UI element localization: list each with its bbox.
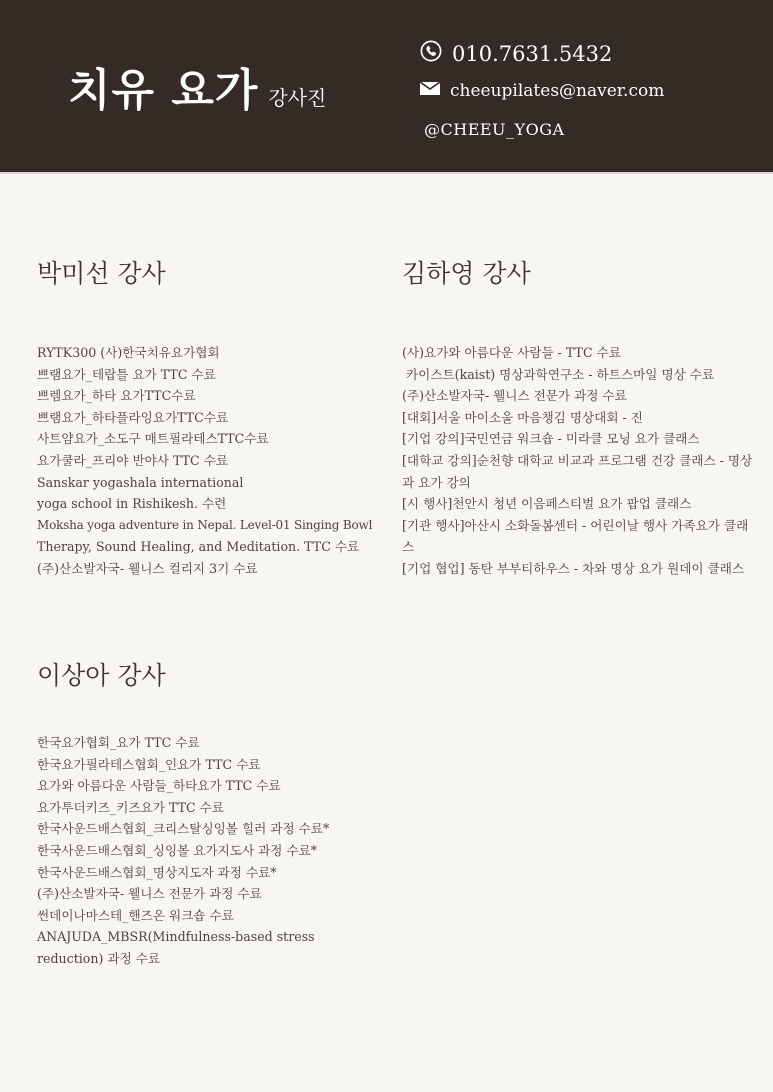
instructor-name-park: 박미선 강사: [37, 259, 166, 288]
credential-line: ANAJUDA_MBSR(Mindfulness-based stress reduction) 과정 수료: [37, 929, 315, 966]
credential-line: RYTK300 (사)한국치유요가협회: [37, 345, 220, 360]
credential-line: 썬데이나마스테_핸즈온 워크숍 수료: [37, 907, 234, 923]
credential-line: Moksha yoga adventure in Nepal. Level-01 Singing Bowl: [37, 517, 373, 532]
instructor-name-kim: 김하영 강사: [402, 259, 531, 288]
credential-line: 쁘램요가_테랍틀 요가 TTC 수료: [37, 366, 216, 382]
email-contact[interactable]: [420, 81, 664, 101]
instructor-credentials-park: [37, 342, 377, 580]
instructor-credentials-lee: [37, 732, 377, 970]
credential-line: (주)산소발자국- 웰니스 전문가 과정 수료: [37, 886, 262, 902]
page-subtitle: 강사진: [268, 86, 327, 110]
credential-line: 카이스트(kaist) 명상과학연구소 - 하트스마일 명상 수료: [402, 366, 715, 382]
brand: [68, 54, 326, 118]
email-address: cheeupilates@naver.com: [450, 81, 665, 101]
credential-line: (주)산소발자국- 웰니스 컬리지 3기 수료: [37, 560, 258, 576]
credential-line: [기업 협업] 동탄 부부티하우스 - 차와 명상 요가 원데이 클래스: [402, 560, 745, 576]
credential-line: 한국요가필라테스협회_인요가 TTC 수료: [37, 756, 261, 772]
credential-line: (주)산소발자국- 웰니스 전문가 과정 수료: [402, 388, 627, 404]
credential-line: [대학교 강의]순천향 대학교 비교과 프로그램 건강 클래스 - 명상과 요가 강의: [402, 452, 753, 490]
credential-line: [기업 강의]국민연금 워크숍 - 미라클 모닝 요가 클래스: [402, 431, 700, 447]
credential-line: 한국사운드배스협회_크리스탈싱잉볼 힐러 과정 수료*: [37, 821, 330, 837]
credential-line: 쁘렘요가_하타 요가TTC수료: [37, 388, 196, 404]
credential-line: 한국사운드배스협회_싱잉볼 요가지도사 과정 수료*: [37, 842, 318, 858]
credential-line: Sanskar yogashala international: [37, 474, 244, 490]
credential-line: yoga school in Rishikesh. 수련: [37, 496, 227, 512]
credential-line: 한국사운드배스협회_명상지도자 과정 수료*: [37, 864, 277, 880]
phone-contact[interactable]: [420, 40, 612, 67]
page-title: 치유 요가: [68, 65, 259, 116]
header-banner: [0, 0, 773, 174]
instagram-text: @CHEEU_YOGA: [424, 120, 565, 139]
credential-line: [대회]서울 마이소울 마음챙김 명상대회 - 진: [402, 409, 643, 425]
mail-icon: [420, 81, 440, 101]
instructor-credentials-kim: [402, 342, 758, 580]
phone-icon: [420, 40, 442, 67]
credential-line: 한국요가협회_요가 TTC 수료: [37, 735, 200, 750]
credential-line: 요가투더키즈_키즈요가 TTC 수료: [37, 799, 224, 815]
instructor-name-lee: 이상아 강사: [37, 661, 166, 690]
instagram-handle[interactable]: [424, 120, 565, 139]
credential-line: 요가와 아름다운 사람들_하타요가 TTC 수료: [37, 778, 281, 794]
credential-line: [기관 행사]아산시 소화돌봄센터 - 어린이날 행사 가족요가 클래스: [402, 517, 749, 555]
phone-number: 010.7631.5432: [452, 41, 613, 66]
credential-line: Therapy, Sound Healing, and Meditation. TTC 수료: [37, 539, 360, 555]
credential-line: 요가쿨라_프리야 반야사 TTC 수료: [37, 452, 228, 468]
credential-line: (사)요가와 아름다운 사람들 - TTC 수료: [402, 345, 621, 360]
credential-line: [시 행사]천안시 청년 이음페스티벌 요가 팝업 클래스: [402, 496, 692, 512]
credential-line: 사트얌요가_소도구 매트필라테스TTC수료: [37, 431, 269, 447]
credential-line: 쁘램요가_하타플라잉요가TTC수료: [37, 409, 229, 425]
